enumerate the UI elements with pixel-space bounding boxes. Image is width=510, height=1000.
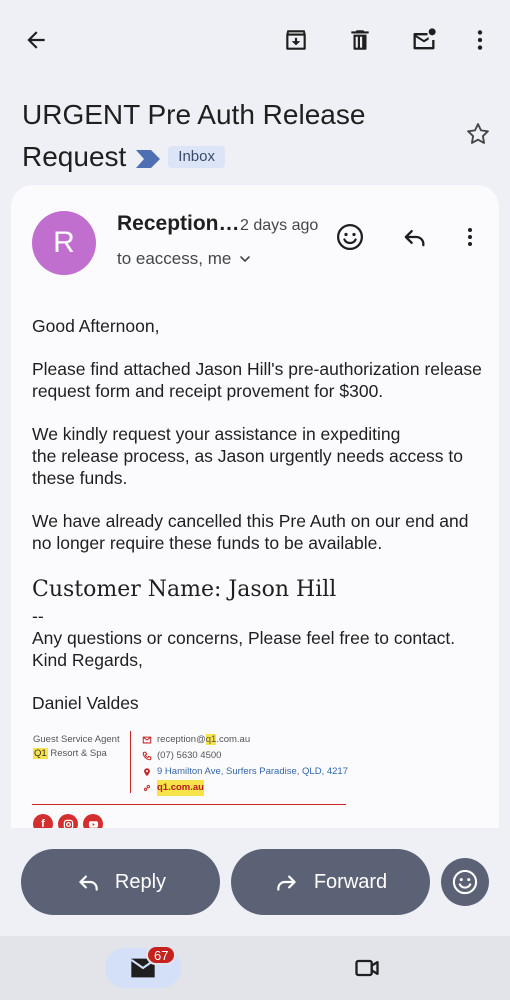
sender-avatar[interactable]: R [32, 211, 96, 275]
link-icon [142, 783, 152, 793]
signature-address[interactable]: 9 Hamilton Ave, Surfers Paradise, QLD, 4217 [142, 764, 348, 780]
signature-rule [32, 804, 346, 805]
signature-contact-block [142, 732, 348, 796]
signature-email[interactable]: reception@q1.com.au [142, 732, 348, 748]
signature-company: Q1 Resort & Spa [34, 748, 107, 759]
more-options-button[interactable] [462, 22, 498, 58]
reply-button[interactable] [21, 849, 220, 915]
star-icon [464, 120, 492, 148]
trash-icon [347, 27, 373, 53]
react-emoji-button[interactable] [441, 858, 489, 906]
signature-dashes: -- [32, 606, 44, 626]
add-reaction-button[interactable] [334, 221, 366, 253]
reply-button-label: Reply [114, 870, 167, 893]
greeting: Good Afternoon, [32, 316, 160, 336]
message-action-bar [0, 828, 510, 936]
reply-icon [75, 869, 101, 895]
signature-website[interactable]: q1.com.au [142, 780, 348, 796]
signer-name: Daniel Valdes [32, 693, 139, 713]
bottom-navigation [0, 936, 510, 1000]
inbox-label-chip[interactable]: Inbox [168, 146, 225, 168]
emoji-icon [451, 868, 479, 896]
nav-meet-tab[interactable] [351, 952, 383, 984]
instagram-icon[interactable] [58, 814, 78, 828]
forward-icon [274, 869, 300, 895]
unread-count-badge: 67 [146, 945, 176, 965]
archive-icon [283, 27, 309, 53]
back-button[interactable] [18, 22, 54, 58]
signature-divider [130, 731, 131, 793]
regards-line: Kind Regards, [32, 650, 143, 670]
email-subject [22, 94, 442, 180]
email-signature [32, 731, 352, 801]
envelope-icon [142, 735, 152, 745]
forward-button-label: Forward [313, 870, 388, 893]
chevron-down-icon [237, 251, 253, 267]
arrow-left-icon [23, 27, 49, 53]
forward-button[interactable] [231, 849, 430, 915]
important-marker-icon[interactable] [136, 138, 160, 180]
mail-unread-icon [410, 26, 438, 54]
youtube-icon[interactable] [83, 814, 103, 828]
signature-role: Guest Service Agent [33, 734, 120, 745]
top-toolbar [0, 0, 510, 82]
mark-unread-button[interactable] [406, 22, 442, 58]
sender-name[interactable]: Reception… [117, 212, 240, 235]
subject-text: URGENT Pre Auth Release Request [22, 99, 366, 172]
archive-button[interactable] [278, 22, 314, 58]
questions-line: Any questions or concerns, Please feel free to contact. [32, 628, 456, 648]
emoji-icon [335, 222, 365, 252]
phone-icon [142, 751, 152, 761]
customer-name: Customer Name: Jason Hill [32, 577, 337, 602]
star-button[interactable] [462, 118, 494, 150]
recipients-line[interactable] [117, 249, 253, 269]
reply-icon-button[interactable] [398, 221, 430, 253]
message-body [32, 315, 487, 735]
map-pin-icon [142, 767, 152, 777]
facebook-icon[interactable]: f [33, 814, 53, 828]
body-paragraph-2: We kindly request your assistance in expediting the release process, as Jason urgently needs access to these funds. [32, 424, 463, 488]
body-paragraph-1: Please find attached Jason Hill's pre-authorization release request form and receipt provement for $300. [32, 359, 482, 401]
recipients-text: to eaccess, me [117, 249, 232, 268]
body-paragraph-3: We have already cancelled this Pre Auth on our end and no longer require these funds to be available. [32, 511, 469, 553]
video-camera-icon [353, 954, 381, 982]
social-links [33, 814, 103, 828]
signature-role-block [33, 733, 120, 761]
message-time: 2 days ago [240, 217, 319, 234]
message-more-button[interactable] [454, 221, 486, 253]
message-card [11, 185, 499, 828]
reply-icon [400, 223, 428, 251]
more-vert-icon [467, 27, 493, 53]
delete-button[interactable] [342, 22, 378, 58]
more-vert-icon [458, 225, 482, 249]
signature-phone[interactable]: (07) 5630 4500 [142, 748, 348, 764]
